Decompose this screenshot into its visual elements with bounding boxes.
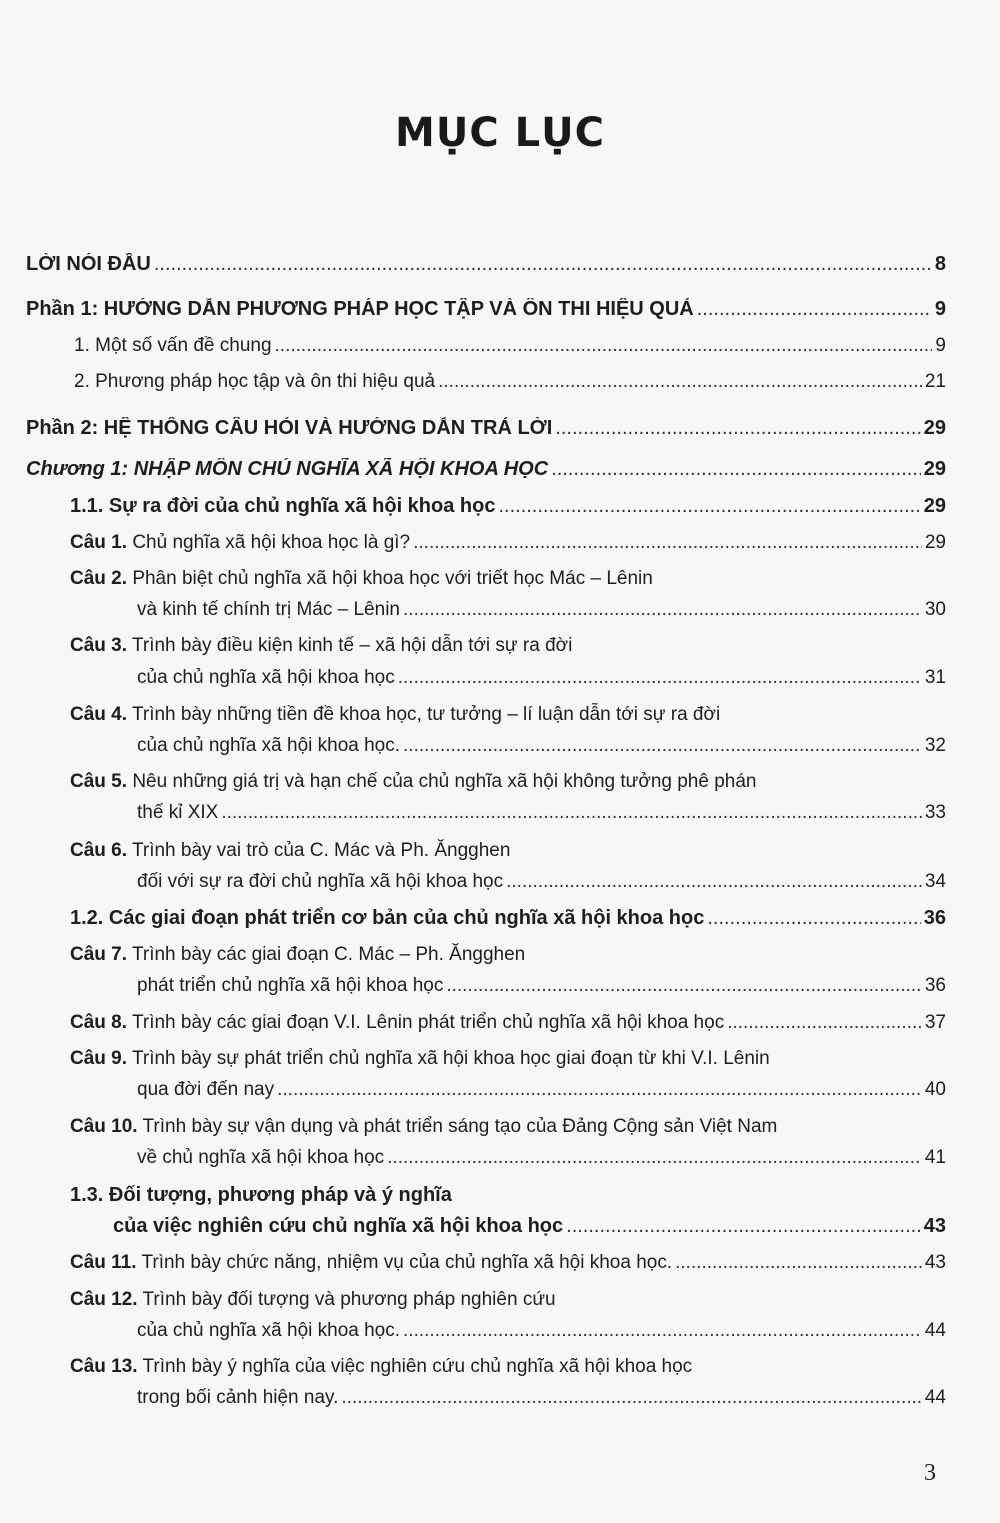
toc-entry-question[interactable]: thế kỉ XIX ..... 33 bbox=[137, 802, 946, 824]
dot-leader bbox=[403, 1320, 922, 1342]
toc-entry-question[interactable]: của chủ nghĩa xã hội khoa học. ..... 32 bbox=[137, 735, 946, 757]
toc-entry-part-2[interactable]: Phần 2: HỆ THỐNG CÂU HỎI VÀ HƯỚNG DẪN TRẢ LỜI ..... 29 bbox=[26, 417, 946, 440]
page-ref: 8 bbox=[934, 253, 946, 275]
toc-entry-question[interactable]: Câu 8. Trình bày các giai đoạn V.I. Lênin phát triển chủ nghĩa xã hội khoa học ..... 37 bbox=[70, 1012, 946, 1034]
toc-entry-question[interactable]: của chủ nghĩa xã hội khoa học ..... 31 bbox=[137, 667, 946, 689]
toc-entry-subsection[interactable]: 1.2. Các giai đoạn phát triển cơ bản của chủ nghĩa xã hội khoa học ..... 36 bbox=[70, 907, 946, 930]
dot-leader bbox=[387, 1147, 922, 1169]
toc-entry-question-first-line[interactable]: Câu 4. Trình bày những tiền đề khoa học, tư tưởng – lí luận dẫn tới sự ra đời bbox=[70, 704, 721, 725]
toc-entry-question-first-line[interactable]: Câu 7. Trình bày các giai đoạn C. Mác – Ph. Ăngghen bbox=[70, 944, 526, 965]
toc-entry-question[interactable]: đối với sự ra đời chủ nghĩa xã hội khoa học ..... 34 bbox=[137, 871, 946, 893]
toc-entry-chapter-1[interactable]: Chương 1: NHẬP MÔN CHỦ NGHĨA XÃ HỘI KHOA HỌC ..... 29 bbox=[26, 458, 946, 481]
page-ref: 40 bbox=[924, 1079, 946, 1100]
toc-entry-question[interactable]: và kinh tế chính trị Mác – Lênin ..... 30 bbox=[137, 599, 946, 621]
dot-leader bbox=[413, 532, 922, 554]
page-ref: 44 bbox=[924, 1387, 946, 1408]
toc-entry-question-first-line[interactable]: Câu 2. Phân biệt chủ nghĩa xã hội khoa học với triết học Mác – Lênin bbox=[70, 568, 653, 589]
toc-entry-question-first-line[interactable]: Câu 6. Trình bày vai trò của C. Mác và Ph. Ăngghen bbox=[70, 840, 511, 861]
dot-leader bbox=[506, 871, 922, 893]
toc-entry-question[interactable]: Câu 11. Trình bày chức năng, nhiệm vụ của chủ nghĩa xã hội khoa học. ..... 43 bbox=[70, 1252, 946, 1274]
toc-entry-question-first-line[interactable]: Câu 9. Trình bày sự phát triển chủ nghĩa xã hội khoa học giai đoạn từ khi V.I. Lênin bbox=[70, 1048, 770, 1069]
page-ref: 29 bbox=[923, 417, 946, 439]
toc-entry-question[interactable]: của chủ nghĩa xã hội khoa học. ..... 44 bbox=[137, 1320, 946, 1342]
toc-entry-subsection[interactable]: 1.1. Sự ra đời của chủ nghĩa xã hội khoa học ..... 29 bbox=[70, 495, 946, 518]
dot-leader bbox=[275, 335, 933, 357]
dot-leader bbox=[727, 1012, 922, 1034]
page-ref: 29 bbox=[924, 532, 946, 553]
toc-entry-subsection-first-line[interactable]: 1.3. Đối tượng, phương pháp và ý nghĩa bbox=[70, 1184, 452, 1206]
dot-leader bbox=[675, 1252, 922, 1274]
page-number: 3 bbox=[924, 1460, 936, 1486]
page-ref: 31 bbox=[924, 667, 946, 688]
toc-entry-question-first-line[interactable]: Câu 12. Trình bày đối tượng và phương pháp nghiên cứu bbox=[70, 1289, 556, 1310]
toc-entry-item[interactable]: 2. Phương pháp học tập và ôn thi hiệu quả ..... 21 bbox=[74, 371, 946, 393]
page-ref: 36 bbox=[923, 907, 946, 929]
page-ref: 29 bbox=[923, 495, 946, 517]
dot-leader bbox=[438, 371, 922, 393]
toc-entry-question-first-line[interactable]: Câu 5. Nêu những giá trị và hạn chế của chủ nghĩa xã hội không tưởng phê phán bbox=[70, 771, 757, 792]
toc-entry-item[interactable]: 1. Một số vấn đề chung ..... 9 bbox=[74, 335, 946, 357]
toc-entry-subsection[interactable]: của việc nghiên cứu chủ nghĩa xã hội khoa học ..... 43 bbox=[113, 1215, 946, 1238]
dot-leader bbox=[341, 1387, 921, 1409]
dot-leader bbox=[221, 802, 922, 824]
toc-entry-question[interactable]: qua đời đến nay ..... 40 bbox=[137, 1079, 946, 1101]
page-ref: 33 bbox=[924, 802, 946, 823]
toc-entry-question[interactable]: Câu 1. Chủ nghĩa xã hội khoa học là gì? ..... 29 bbox=[70, 532, 946, 554]
dot-leader bbox=[498, 495, 920, 518]
page-ref: 43 bbox=[923, 1215, 946, 1237]
page-ref: 9 bbox=[934, 298, 946, 320]
page-ref: 21 bbox=[924, 371, 946, 392]
toc-entry-part-1[interactable]: Phần 1: HƯỚNG DẪN PHƯƠNG PHÁP HỌC TẬP VÀ ÔN THI HIỆU QUẢ ..... 9 bbox=[26, 298, 946, 321]
page-ref: 43 bbox=[924, 1252, 946, 1273]
page-ref: 9 bbox=[935, 335, 946, 356]
toc-entry-question-first-line[interactable]: Câu 13. Trình bày ý nghĩa của việc nghiên cứu chủ nghĩa xã hội khoa học bbox=[70, 1356, 693, 1377]
toc-entry-question-first-line[interactable]: Câu 3. Trình bày điều kiện kinh tế – xã hội dẫn tới sự ra đời bbox=[70, 635, 573, 656]
dot-leader bbox=[697, 298, 932, 321]
toc-entry-question[interactable]: về chủ nghĩa xã hội khoa học ..... 41 bbox=[137, 1147, 946, 1169]
page-ref: 36 bbox=[924, 975, 946, 996]
dot-leader bbox=[403, 599, 922, 621]
page-ref: 34 bbox=[924, 871, 946, 892]
page-ref: 41 bbox=[924, 1147, 946, 1168]
page-ref: 44 bbox=[924, 1320, 946, 1341]
dot-leader bbox=[154, 253, 932, 276]
page-title: MỤC LỤC bbox=[395, 110, 605, 156]
page-ref: 32 bbox=[924, 735, 946, 756]
dot-leader bbox=[566, 1215, 921, 1238]
dot-leader bbox=[398, 667, 922, 689]
dot-leader bbox=[551, 458, 921, 481]
dot-leader bbox=[277, 1079, 922, 1101]
page-ref: 30 bbox=[924, 599, 946, 620]
dot-leader bbox=[403, 735, 922, 757]
dot-leader bbox=[555, 417, 920, 440]
toc-entry-question[interactable]: trong bối cảnh hiện nay. ..... 44 bbox=[137, 1387, 946, 1409]
page-ref: 29 bbox=[923, 458, 946, 480]
toc-entry-preface[interactable]: LỜI NÓI ĐẦU ..... 8 bbox=[26, 253, 946, 276]
toc-entry-question-first-line[interactable]: Câu 10. Trình bày sự vận dụng và phát triển sáng tạo của Đảng Cộng sản Việt Nam bbox=[70, 1116, 778, 1137]
dot-leader bbox=[446, 975, 922, 997]
page-ref: 37 bbox=[924, 1012, 946, 1033]
dot-leader bbox=[707, 907, 920, 930]
toc-entry-question[interactable]: phát triển chủ nghĩa xã hội khoa học ..... 36 bbox=[137, 975, 946, 997]
